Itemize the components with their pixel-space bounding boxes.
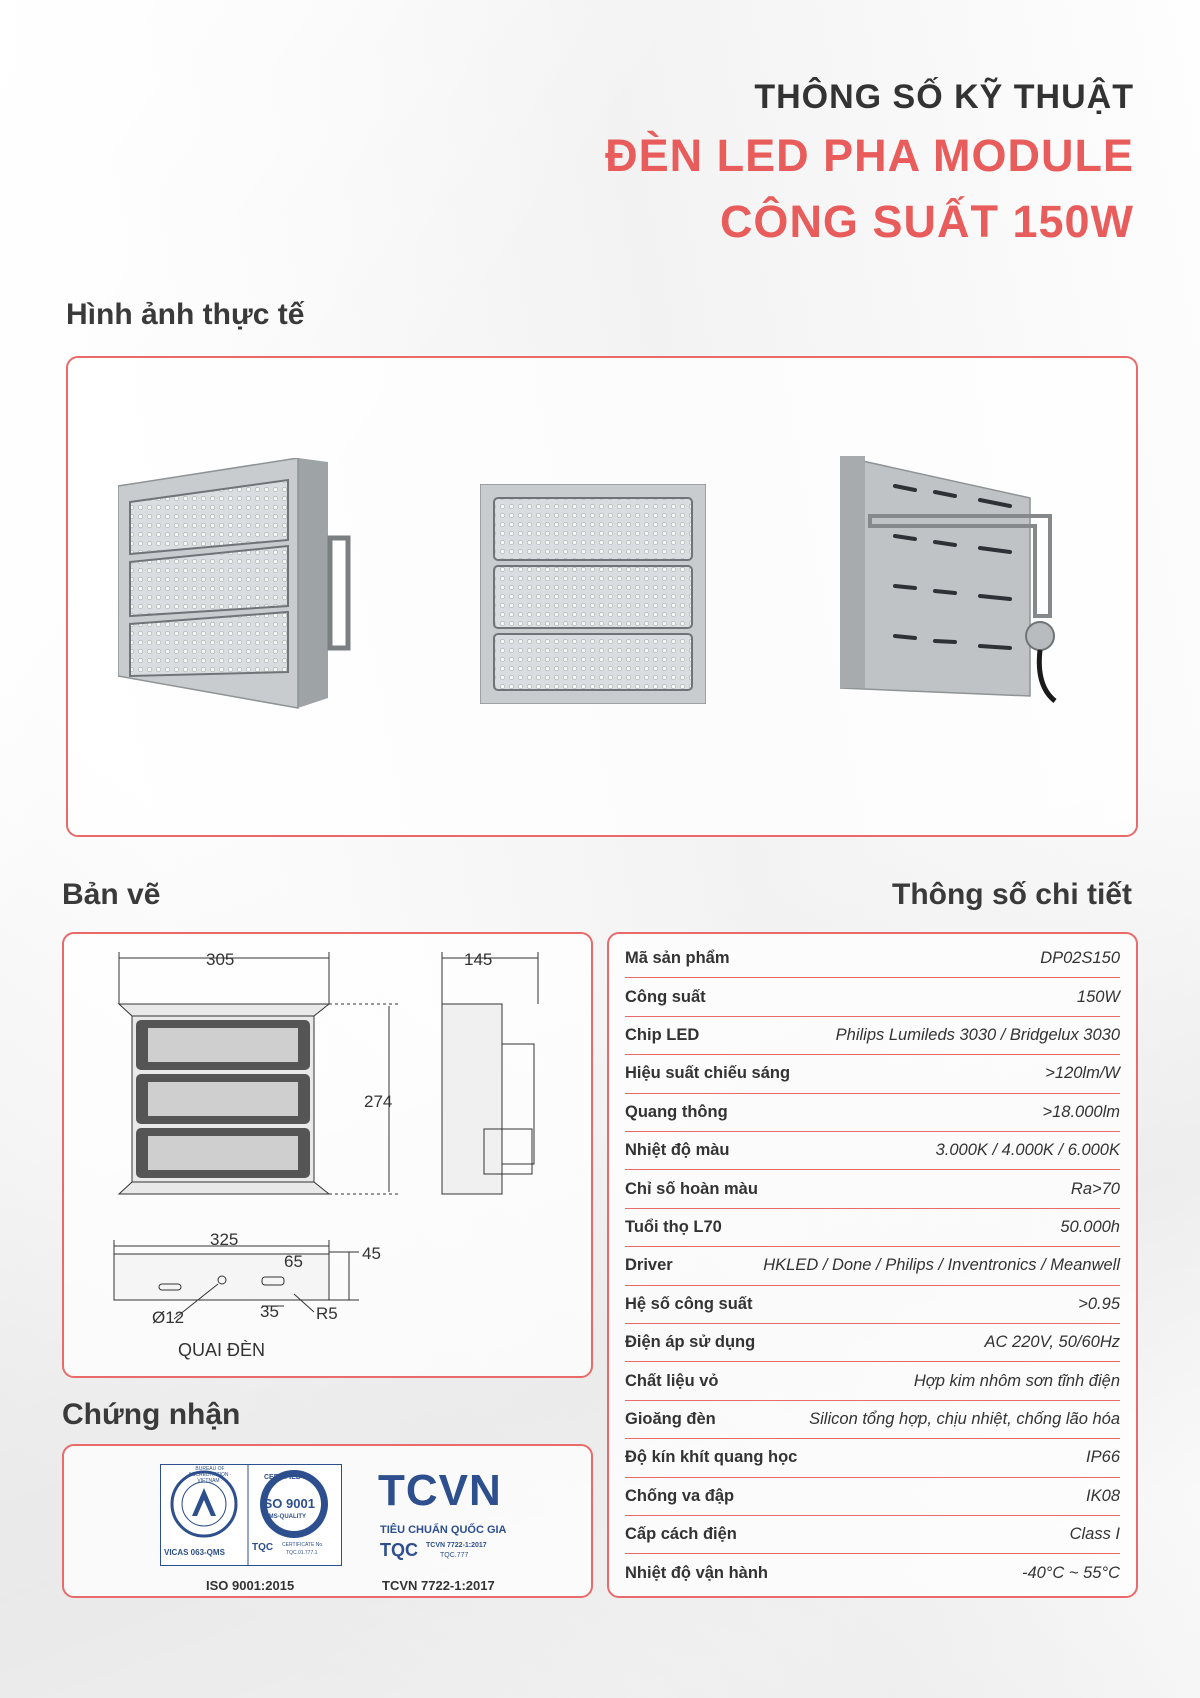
spec-value: 3.000K / 4.000K / 6.000K (935, 1141, 1120, 1160)
specs-section-title: Thông số chi tiết (892, 878, 1132, 911)
dim-bracket-width: 325 (210, 1230, 239, 1249)
spec-label: Cấp cách điện (625, 1525, 737, 1544)
cert-panel (62, 1444, 593, 1598)
cert-no: TQC.01.777.1 (286, 1550, 318, 1556)
spec-value: >0.95 (1078, 1294, 1120, 1313)
spec-row (625, 1401, 1120, 1439)
iso-mark-text: ISO 9001 (260, 1496, 315, 1511)
spec-row (625, 1017, 1120, 1055)
spec-value: Ra>70 (1070, 1179, 1120, 1198)
bracket-caption: QUAI ĐÈN (178, 1340, 266, 1360)
tcvn-logo-text: TCVN (378, 1466, 502, 1515)
qms-text: QMS-QUALITY (264, 1514, 306, 1520)
dim-height: 274 (364, 1092, 393, 1111)
spec-label: Nhiệt độ vận hành (625, 1564, 769, 1583)
spec-value: HKLED / Done / Philips / Inventronics / Meanwell (763, 1256, 1120, 1275)
tcvn-code: TQC.777 (440, 1552, 469, 1559)
spec-row (625, 1055, 1120, 1093)
photos-panel (66, 356, 1138, 837)
spec-row (625, 940, 1120, 978)
spec-row (625, 1478, 1120, 1516)
spec-row (625, 1170, 1120, 1208)
spec-value: Class I (1069, 1525, 1120, 1544)
spec-value: IK08 (1086, 1486, 1120, 1505)
tcvn-tagline: TIÊU CHUẨN QUỐC GIA (380, 1524, 507, 1536)
spec-value: DP02S150 (1040, 949, 1120, 968)
product-photo-angled (118, 458, 368, 718)
spec-label: Chỉ số hoàn màu (625, 1179, 758, 1198)
spec-row (625, 1247, 1120, 1285)
product-photo-front (480, 484, 706, 704)
iso-caption: ISO 9001:2015 (206, 1578, 295, 1593)
dim-slot-length: 35 (260, 1302, 279, 1321)
spec-label: Hiệu suất chiếu sáng (625, 1064, 791, 1083)
dim-hole-diameter: Ø12 (152, 1308, 185, 1327)
iso-ring-text: BUREAU OF ACCREDITATION · VIETNAM · (188, 1466, 232, 1484)
spec-value: 50.000h (1060, 1217, 1120, 1236)
spec-label: Tuổi thọ L70 (625, 1217, 722, 1236)
spec-label: Chất liệu vỏ (625, 1371, 719, 1390)
spec-label: Hệ số công suất (625, 1294, 753, 1313)
dim-bracket-height: 45 (362, 1244, 381, 1263)
spec-row (625, 1439, 1120, 1477)
photos-section-title: Hình ảnh thực tế (66, 298, 305, 331)
spec-value: Philips Lumileds 3030 / Bridgelux 3030 (835, 1025, 1120, 1044)
drawing-section-title: Bản vẽ (62, 878, 161, 911)
spec-label: Chống va đập (625, 1486, 735, 1505)
spec-row (625, 1516, 1120, 1554)
tqc-iso-text: TQC (252, 1542, 274, 1553)
spec-label: Chip LED (625, 1025, 700, 1044)
spec-row (625, 1209, 1120, 1247)
spec-label: Quang thông (625, 1102, 728, 1121)
spec-value: -40°C ~ 55°C (1021, 1564, 1120, 1583)
spec-value: >120lm/W (1045, 1064, 1120, 1083)
drawing-panel (62, 932, 593, 1378)
cert-no-label: CERTIFICATE No. (282, 1542, 324, 1548)
tcvn-caption: TCVN 7722-1:2017 (382, 1578, 495, 1593)
spec-row (625, 1362, 1120, 1400)
spec-label: Điện áp sử dụng (625, 1333, 756, 1352)
cert-section-title: Chứng nhận (62, 1398, 241, 1431)
dim-front-width: 305 (206, 950, 235, 969)
dim-radius: R5 (316, 1304, 338, 1323)
spec-label: Driver (625, 1256, 673, 1275)
specs-panel (607, 932, 1138, 1598)
spec-label: Công suất (625, 987, 706, 1006)
dim-hole-spacing: 65 (284, 1252, 303, 1271)
certified-text: CERTIFIED (264, 1474, 301, 1481)
doc-subtitle: THÔNG SỐ KỸ THUẬT (754, 78, 1134, 116)
spec-value: IP66 (1086, 1448, 1120, 1467)
spec-row (625, 1554, 1120, 1592)
product-photo-back (840, 456, 1070, 716)
tcvn-std-small: TCVN 7722-1:2017 (426, 1542, 487, 1549)
spec-value: 150W (1076, 987, 1120, 1006)
spec-row (625, 1286, 1120, 1324)
spec-value: Hợp kim nhôm sơn tĩnh điện (913, 1371, 1120, 1390)
product-title: ĐÈN LED PHA MODULE (605, 130, 1134, 181)
spec-row (625, 1324, 1120, 1362)
spec-row (625, 1094, 1120, 1132)
spec-value: Silicon tổng hợp, chịu nhiệt, chống lão hóa (809, 1409, 1120, 1428)
spec-row (625, 1132, 1120, 1170)
spec-value: >18.000lm (1042, 1102, 1120, 1121)
spec-value: AC 220V, 50/60Hz (984, 1333, 1120, 1352)
product-power-title: CÔNG SUẤT 150W (719, 196, 1134, 247)
spec-label: Nhiệt độ màu (625, 1141, 730, 1160)
vicas-text: VICAS 063-QMS (164, 1548, 225, 1557)
spec-row (625, 978, 1120, 1016)
spec-label: Gioăng đèn (625, 1409, 716, 1428)
tcvn-tqc-mark: TQC (380, 1540, 418, 1560)
dim-depth: 145 (464, 950, 493, 969)
spec-label: Độ kín khít quang học (625, 1448, 798, 1467)
spec-label: Mã sản phẩm (625, 949, 730, 968)
